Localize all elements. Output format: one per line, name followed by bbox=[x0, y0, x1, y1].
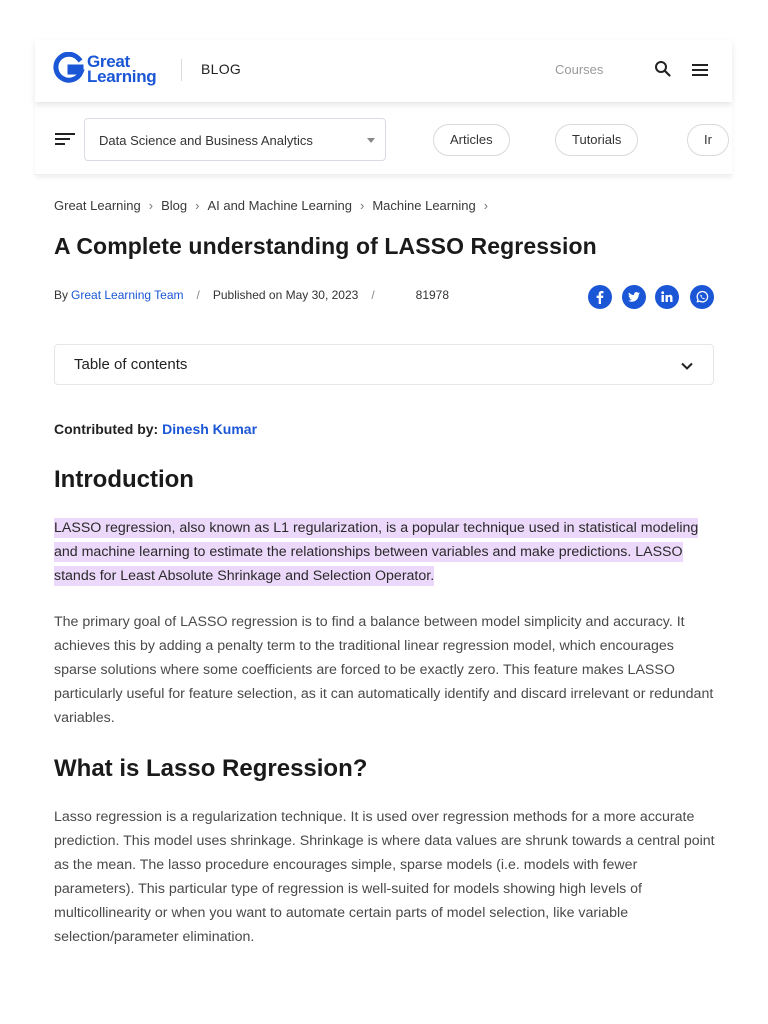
pill-ir[interactable]: Ir bbox=[687, 124, 729, 156]
author-link[interactable]: Great Learning Team bbox=[71, 288, 184, 302]
what-is-lasso-paragraph: Lasso regression is a regularization technique. It is used over regression methods for a more accurate prediction. This model uses shrinkage. Shrinkage is where data values are shrunk towards a central point as the mean. The lasso procedure encourages simple, sparse models (i.e. models with fewer parameters). This particular type of regression is well-suited for models showing high levels of multicollinearity or when you want to automate certain parts of model selection, like variable selection/parameter elimination. bbox=[54, 809, 715, 945]
whatsapp-share-button[interactable] bbox=[690, 285, 714, 309]
meta-separator: / bbox=[371, 288, 375, 302]
page-title: A Complete understanding of LASSO Regression bbox=[54, 233, 597, 259]
logo-wordmark bbox=[87, 54, 156, 84]
toc-label: Table of contents bbox=[74, 356, 188, 373]
article-meta bbox=[54, 288, 449, 302]
contributed-by bbox=[54, 421, 257, 437]
chevron-down-icon bbox=[679, 358, 695, 374]
intro-paragraph: The primary goal of LASSO regression is to find a balance between model simplicity and accuracy. It achieves this by adding a penalty term to the traditional linear regression model, which encourages sparse solutions where some coefficients are forced to be exactly zero. This feature makes LASSO particularly useful for feature selection, as it can automatically identify and discard irrelevant or redundant variables. bbox=[54, 614, 714, 726]
what-is-lasso-heading: What is Lasso Regression? bbox=[54, 755, 368, 782]
intro-highlight-paragraph bbox=[54, 516, 718, 588]
chevron-right-icon: › bbox=[148, 198, 154, 213]
breadcrumb-great-learning[interactable]: Great Learning bbox=[54, 198, 141, 213]
meta-separator: / bbox=[196, 288, 200, 302]
facebook-icon bbox=[593, 290, 607, 304]
view-count: 81978 bbox=[415, 288, 450, 302]
chevron-right-icon: › bbox=[195, 198, 200, 213]
courses-link[interactable]: Courses bbox=[555, 62, 604, 77]
category-bar bbox=[35, 103, 732, 175]
category-select[interactable] bbox=[84, 118, 386, 161]
breadcrumb bbox=[54, 198, 496, 213]
great-learning-logo[interactable] bbox=[53, 52, 156, 86]
category-select-value: Data Science and Business Analytics bbox=[99, 133, 313, 148]
pill-articles[interactable]: Articles bbox=[433, 124, 510, 156]
pill-tutorials[interactable]: Tutorials bbox=[555, 124, 638, 156]
facebook-share-button[interactable] bbox=[588, 285, 612, 309]
published-date: Published on May 30, 2023 bbox=[212, 288, 359, 302]
chevron-right-icon: › bbox=[483, 198, 489, 213]
logo-line-1: Great bbox=[87, 52, 130, 71]
contributed-label: Contributed by: bbox=[54, 421, 159, 437]
breadcrumb-ai-ml[interactable]: AI and Machine Learning bbox=[207, 198, 352, 213]
table-of-contents-toggle[interactable] bbox=[54, 344, 714, 385]
breadcrumb-machine-learning[interactable]: Machine Learning bbox=[372, 198, 476, 213]
filter-lines-icon[interactable] bbox=[54, 131, 76, 147]
linkedin-share-button[interactable] bbox=[655, 285, 679, 309]
twitter-share-button[interactable] bbox=[622, 285, 646, 309]
chevron-right-icon: › bbox=[360, 198, 365, 213]
header-divider bbox=[181, 59, 182, 81]
whatsapp-icon bbox=[695, 290, 709, 304]
site-header bbox=[35, 40, 732, 102]
great-learning-g-icon bbox=[53, 52, 85, 86]
logo-line-2: Learning bbox=[87, 67, 157, 86]
twitter-icon bbox=[627, 290, 641, 304]
contributor-link[interactable]: Dinesh Kumar bbox=[162, 421, 258, 437]
breadcrumb-blog[interactable]: Blog bbox=[161, 198, 188, 213]
highlighted-text: LASSO regression, also known as L1 regularization, is a popular technique used in statistical modeling and machine learning to estimate the relationships between variables and make predictions. LASSO stands for Least Absolute Shrinkage and Selection Operator. bbox=[54, 520, 699, 584]
blog-label[interactable]: BLOG bbox=[201, 61, 242, 77]
linkedin-icon bbox=[660, 290, 674, 304]
search-icon[interactable] bbox=[653, 59, 673, 79]
caret-down-icon bbox=[367, 138, 375, 143]
by-label: By bbox=[54, 288, 69, 302]
introduction-heading: Introduction bbox=[54, 466, 194, 493]
hamburger-menu-icon[interactable] bbox=[690, 60, 710, 80]
